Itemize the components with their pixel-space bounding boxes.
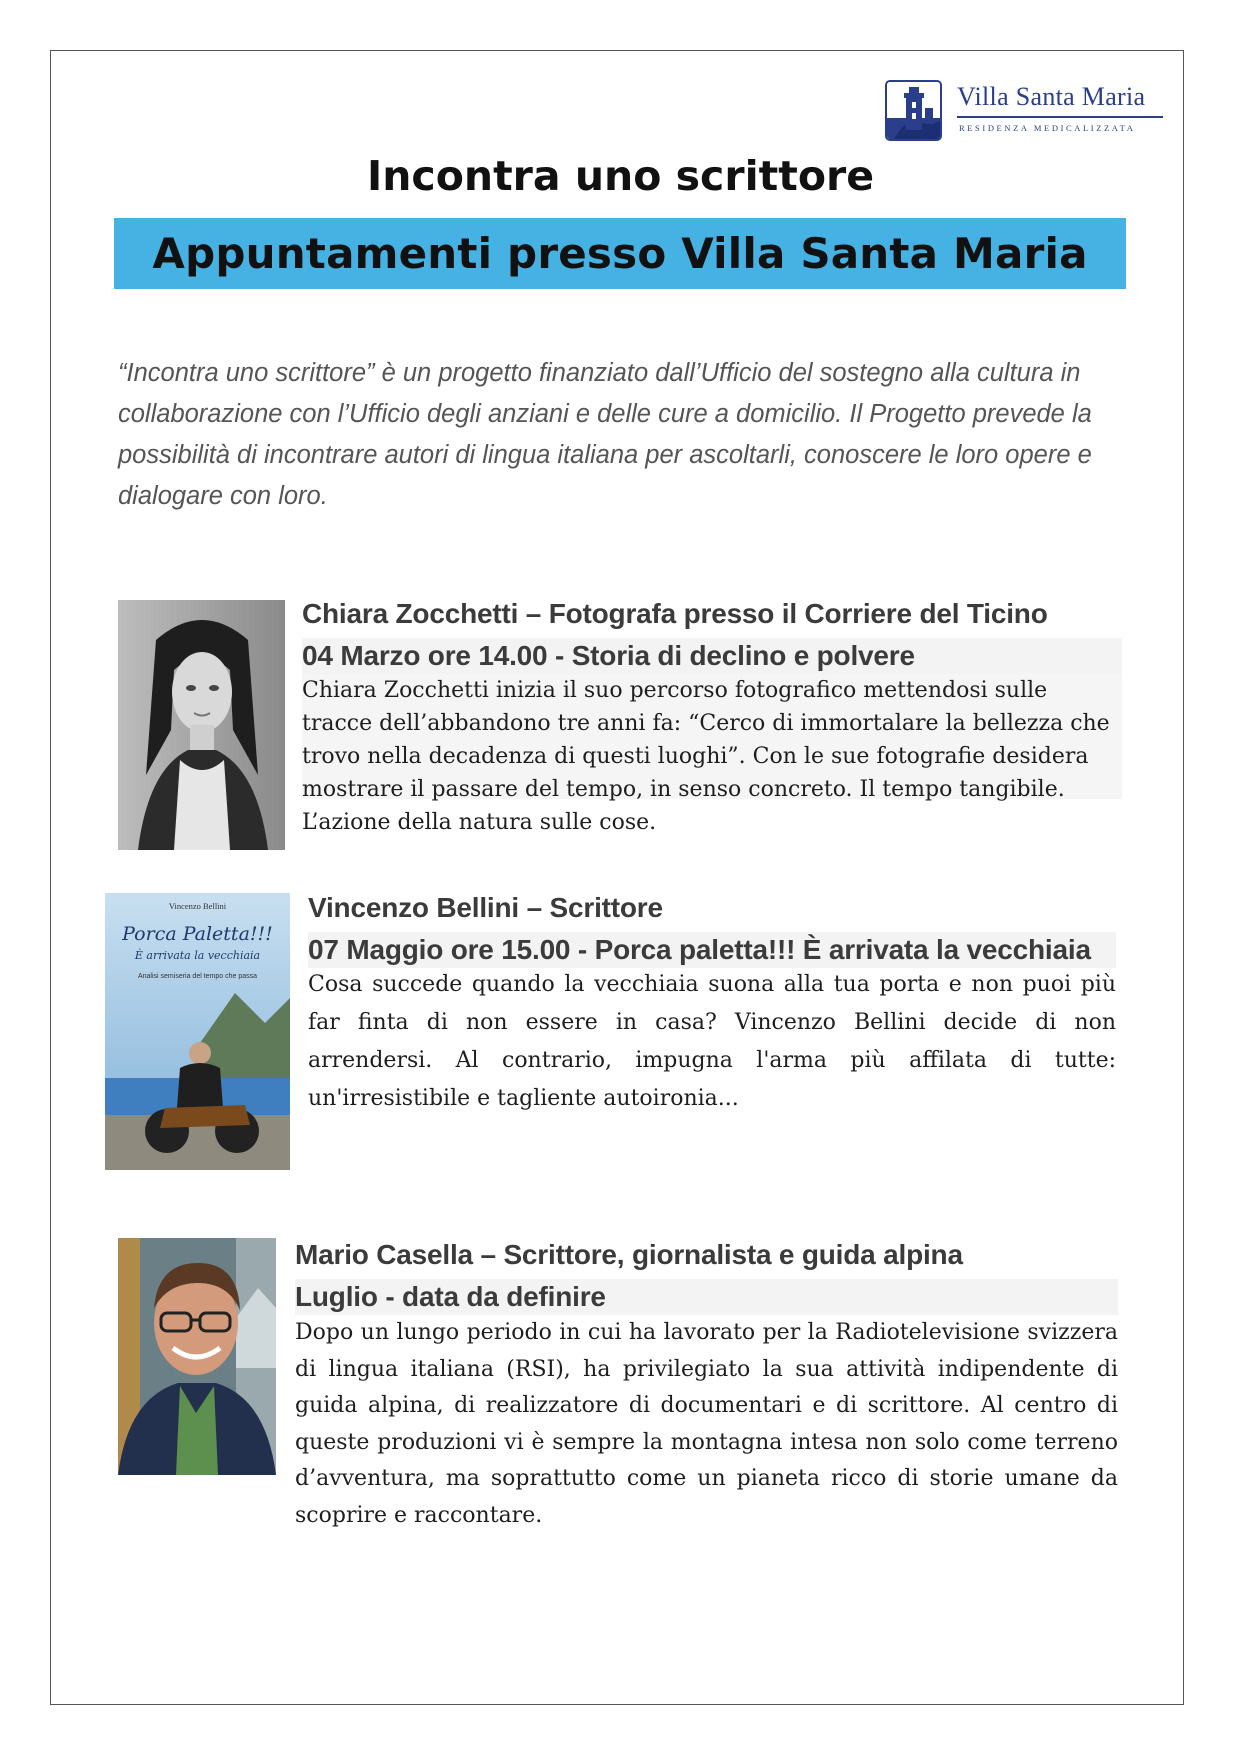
logo-divider	[957, 116, 1163, 118]
entry-heading: Chiara Zocchetti – Fotografa presso il Corriere del Ticino	[302, 598, 1048, 629]
logo-name: Villa Santa Maria	[957, 82, 1146, 111]
author-photo-mario-casella	[118, 1238, 276, 1475]
book-cover-porca-paletta	[105, 893, 290, 1170]
entry-mario-casella	[295, 1239, 1118, 1534]
entry-event-date: 04 Marzo ore 14.00 - Storia di declino e polvere	[302, 638, 1122, 674]
book-subtitle: È arrivata la vecchiaia	[134, 949, 261, 962]
banner	[114, 218, 1126, 289]
entry-event-date: Luglio - data da definire	[295, 1279, 1118, 1315]
logo-subtitle: RESIDENZA MEDICALIZZATA	[959, 123, 1136, 133]
entry-description: Chiara Zocchetti inizia il suo percorso fotografico mettendosi sulle tracce dell’abbandono tre anni fa: “Cerco di immortalare la bellezza che trovo nella decadenza di questi luoghi”. Con le sue fotografie desidera mostrare il passare del tempo, in senso concreto. Il tempo tangibile. L’azione della natura sulle cose.	[302, 674, 1122, 839]
entry-description: Dopo un lungo periodo in cui ha lavorato per la Radiotelevisione svizzera di lingua italiana (RSI), ha privilegiato la sua attività indipendente di guida alpina, di realizzatore di documentari e di scrittore. Al centro di queste produzioni vi è sempre la montagna intesa non solo come terreno d’avventura, ma soprattutto come un pianeta ricco di storie umane da scoprire e raccontare.	[295, 1320, 1118, 1528]
page-title: Incontra uno scrittore	[366, 152, 875, 200]
entry-vincenzo-bellini	[308, 892, 1116, 1118]
entry-event-date: 07 Maggio ore 15.00 - Porca paletta!!! È arrivata la vecchiaia	[308, 932, 1116, 968]
entry-chiara-zocchetti	[302, 598, 1122, 839]
book-author: Vincenzo Bellini	[168, 901, 227, 911]
villa-santa-maria-logo	[885, 80, 1165, 142]
author-photo-chiara-zocchetti	[118, 600, 285, 850]
intro-paragraph: “Incontra uno scrittore” è un progetto finanziato dall’Ufficio del sostegno alla cultura in collaborazione con l’Ufficio degli anziani e delle cure a domicilio. Il Progetto prevede la possibilità di incontrare autori di lingua italiana per ascoltarli, conoscere le loro opere e dialogare con loro.	[118, 359, 1092, 510]
book-title: Porca Paletta!!!	[122, 923, 273, 945]
entry-heading: Mario Casella – Scrittore, giornalista e guida alpina	[295, 1239, 963, 1270]
banner-title: Appuntamenti presso Villa Santa Maria	[152, 229, 1088, 278]
tower-logo-icon	[885, 80, 942, 141]
entry-description: Cosa succede quando la vecchiaia suona alla tua porta e non puoi più far finta di non essere in casa? Vincenzo Bellini decide di non arrendersi. Al contrario, impugna l'arma più affilata di tutte: un'irresistibile e tagliente autoironia...	[308, 972, 1116, 1111]
entry-heading: Vincenzo Bellini – Scrittore	[308, 892, 663, 923]
book-tagline: Analisi semiseria del tempo che passa	[137, 973, 258, 980]
